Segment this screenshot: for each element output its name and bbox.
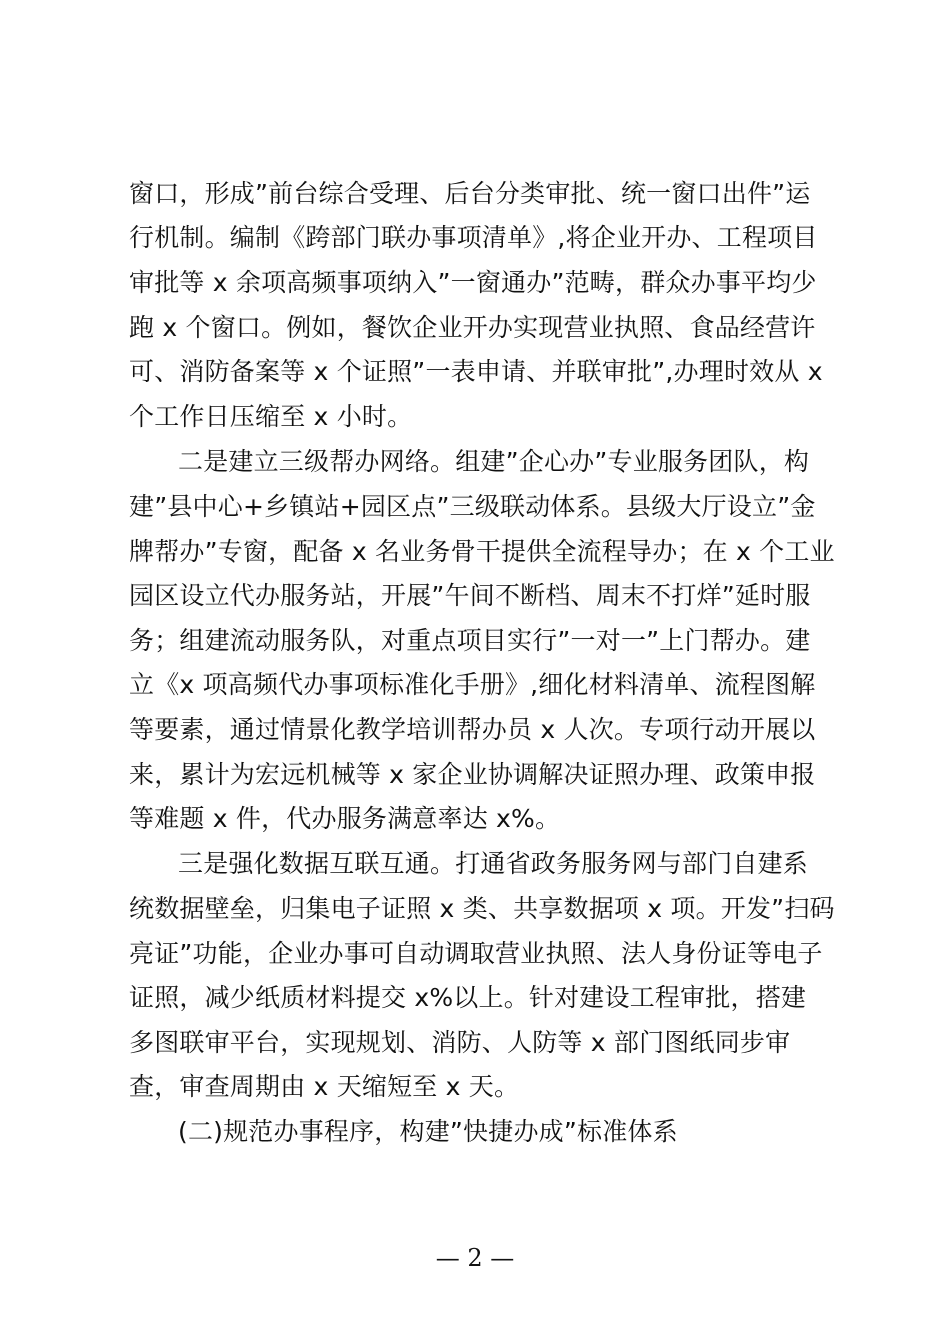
text-line: 等难题 x 件，代办服务满意率达 x%。 bbox=[129, 804, 561, 833]
text-line: 可、消防备案等 x 个证照”一表申请、并联审批”,办理时效从 x bbox=[129, 357, 823, 386]
text-line: 牌帮办”专窗，配备 x 名业务骨干提供全流程导办；在 x 个工业 bbox=[129, 537, 835, 566]
text-line: 来，累计为宏远机械等 x 家企业协调解决证照办理、政策申报 bbox=[129, 760, 816, 789]
paragraph-start: 三是强化数据互联互通。打通省政务服务网与部门自建系 bbox=[178, 849, 809, 878]
text-line: 务；组建流动服务队，对重点项目实行”一对一”上门帮办。建 bbox=[129, 626, 811, 655]
text-line: 窗口，形成”前台综合受理、后台分类审批、统一窗口出件”运 bbox=[129, 179, 811, 208]
text-line: 查，审查周期由 x 天缩短至 x 天。 bbox=[129, 1072, 520, 1101]
text-line: 审批等 x 余项高频事项纳入”一窗通办”范畴，群众办事平均少 bbox=[129, 268, 817, 297]
text-line: 统数据壁垒，归集电子证照 x 类、共享数据项 x 项。开发”扫码 bbox=[129, 894, 835, 923]
section-heading: (二)规范办事程序，构建”快捷办成”标准体系 bbox=[178, 1117, 678, 1146]
text-line: 园区设立代办服务站，开展”午间不断档、周末不打烊”延时服 bbox=[129, 581, 811, 610]
text-line: 跑 x 个窗口。例如，餐饮企业开办实现营业执照、食品经营许 bbox=[129, 313, 816, 342]
text-line: 个工作日压缩至 x 小时。 bbox=[129, 402, 413, 431]
text-line: 行机制。编制《跨部门联办事项清单》,将企业开办、工程项目 bbox=[129, 223, 818, 252]
text-line: 亮证”功能，企业办事可自动调取营业执照、法人身份证等电子 bbox=[129, 939, 823, 968]
text-line: 等要素，通过情景化教学培训帮办员 x 人次。专项行动开展以 bbox=[129, 715, 816, 744]
text-line: 多图联审平台，实现规划、消防、人防等 x 部门图纸同步审 bbox=[129, 1028, 791, 1057]
page-number: — 2 — bbox=[435, 1244, 515, 1272]
text-line: 立《x 项高频代办事项标准化手册》,细化材料清单、流程图解 bbox=[129, 670, 816, 699]
text-line: 证照，减少纸质材料提交 x%以上。针对建设工程审批，搭建 bbox=[129, 983, 807, 1012]
paragraph-start: 二是建立三级帮办网络。组建”企心办”专业服务团队，构 bbox=[178, 447, 810, 476]
text-line: 建”县中心+乡镇站+园区点”三级联动体系。县级大厅设立”金 bbox=[129, 492, 816, 521]
